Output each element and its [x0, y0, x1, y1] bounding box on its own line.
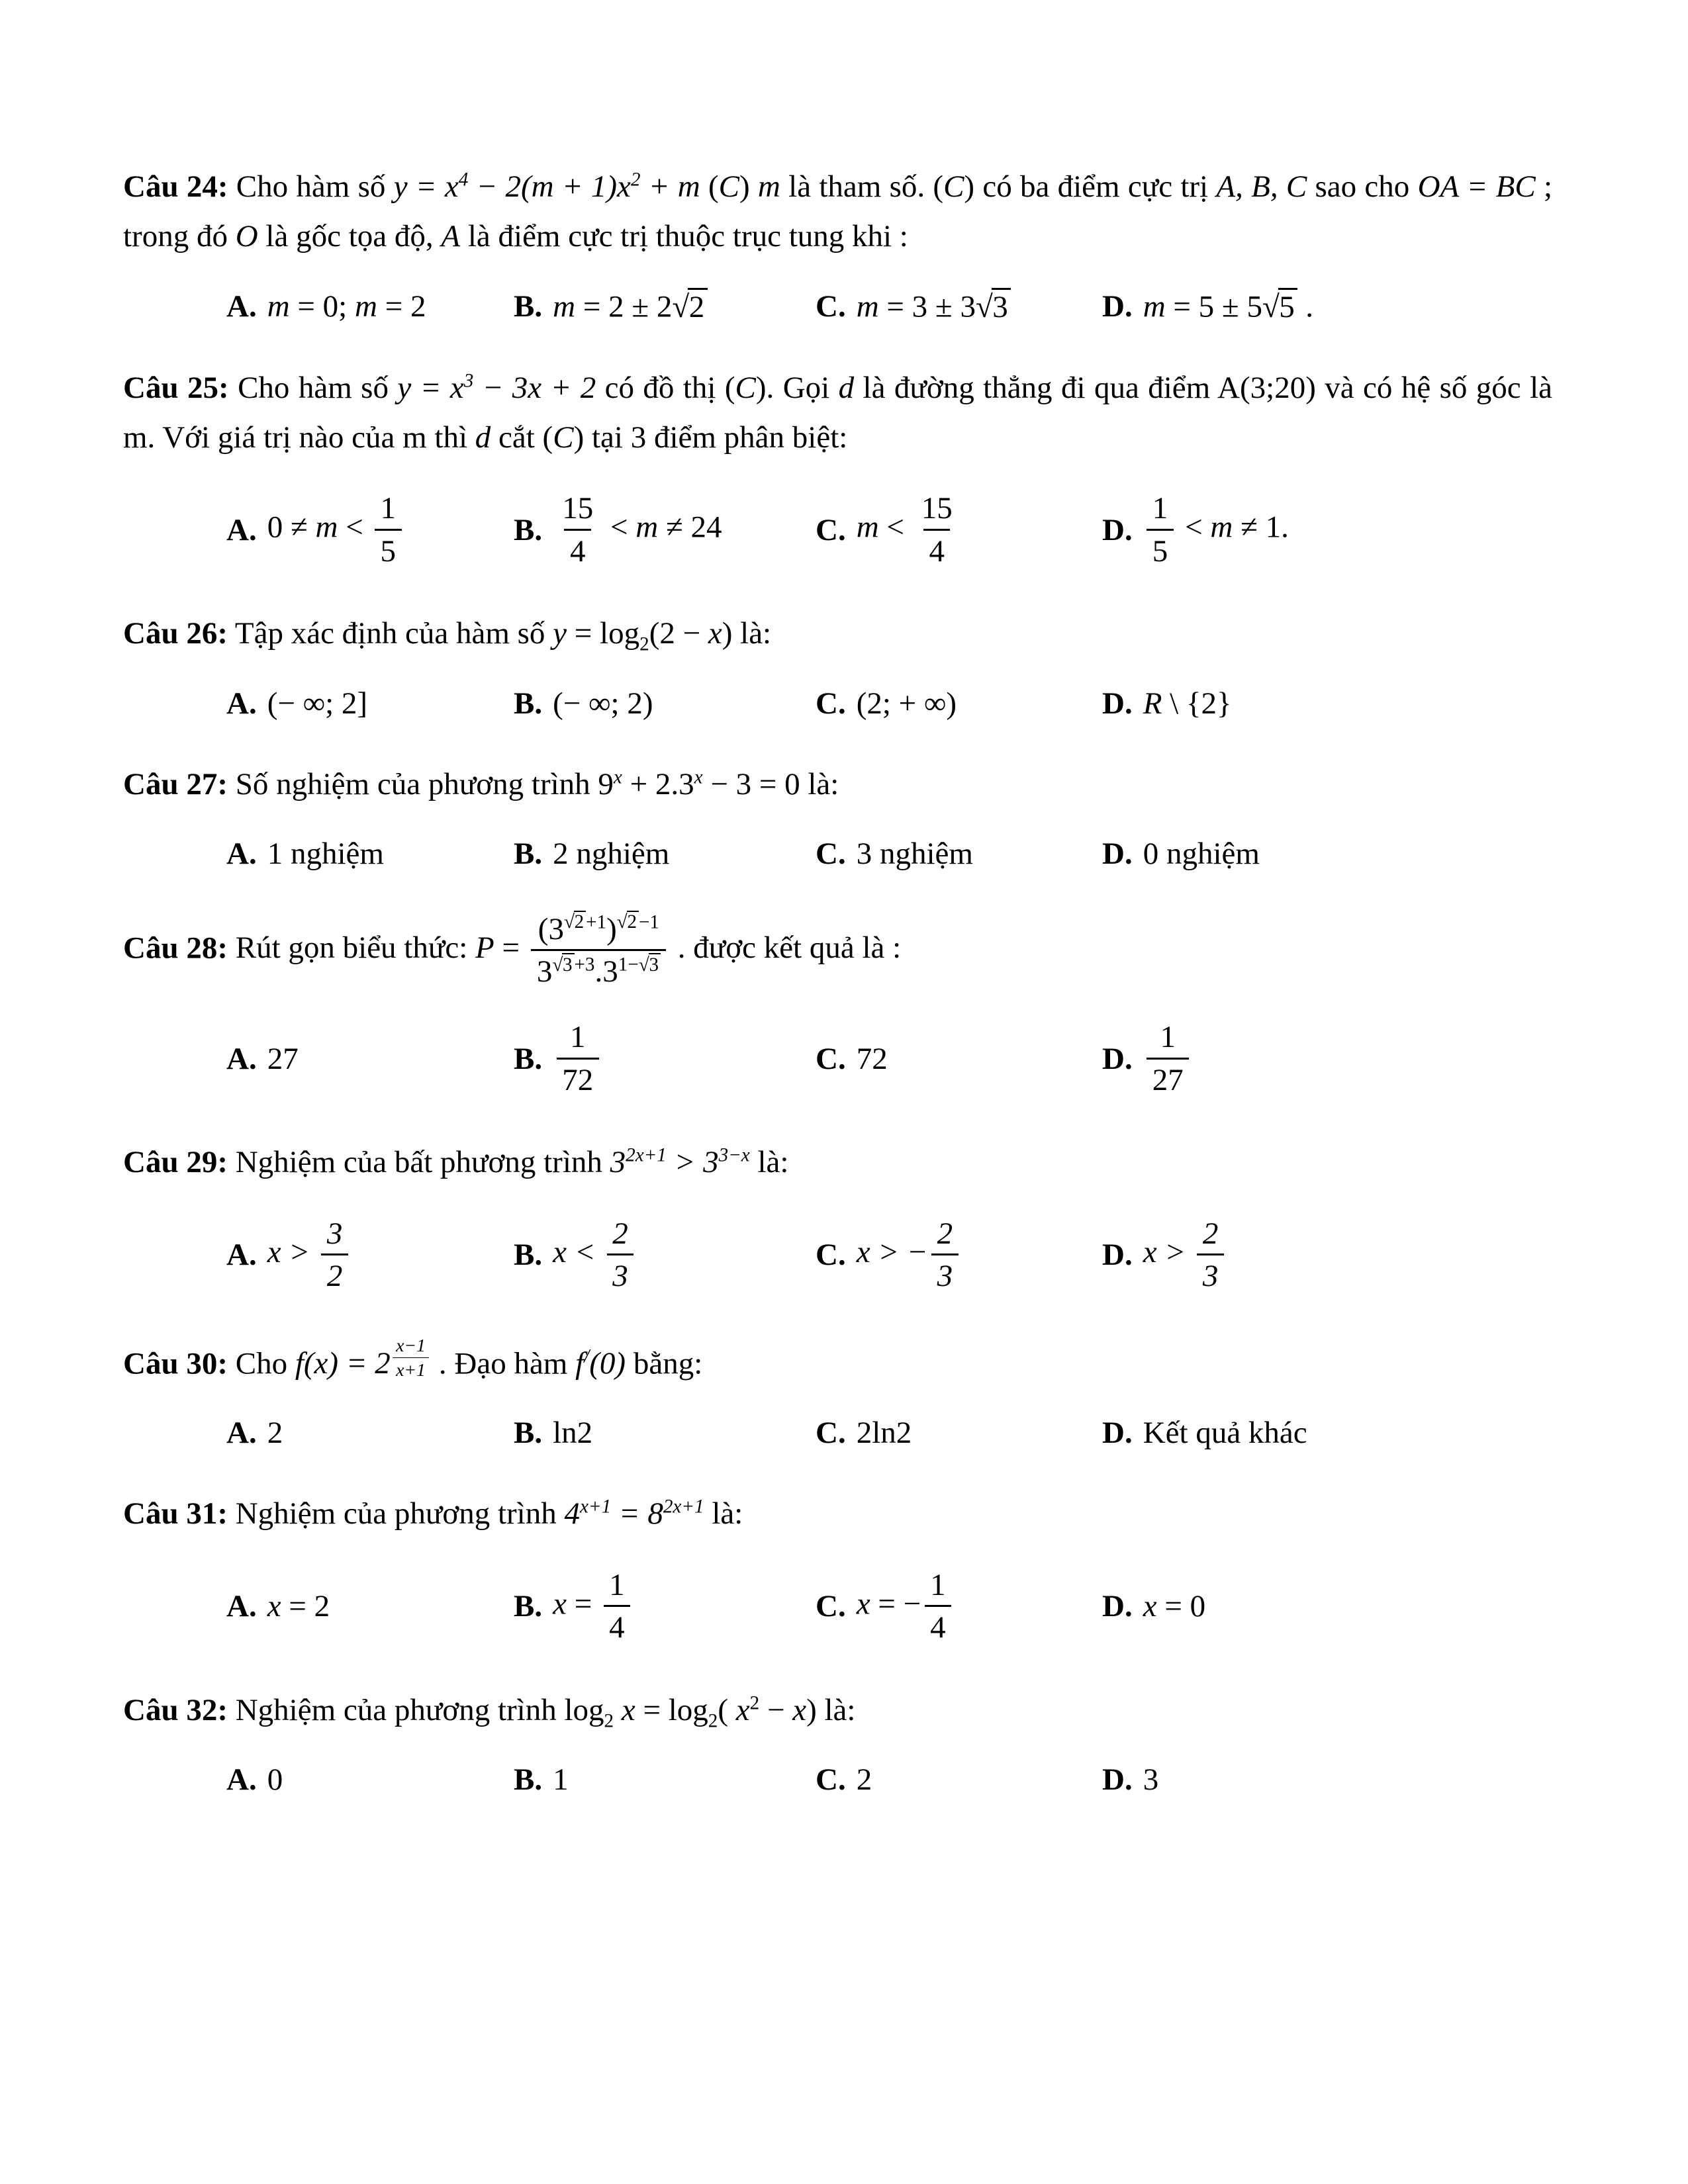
option-value: m < $\frac{15}{4}$ — [857, 489, 962, 570]
option-value: $\frac{1}{5}$ < m ≠ 1. — [1143, 489, 1289, 570]
question-block — [123, 1489, 1552, 1647]
question-body — [123, 162, 1552, 261]
question-number: Câu 25: — [123, 370, 229, 405]
option-value: 1 — [553, 1762, 569, 1797]
option-value: 0 ≠ m < $\frac{1}{5}$ — [267, 489, 405, 570]
option-value: (2; + ∞) — [856, 686, 957, 721]
answer-options — [123, 1566, 1552, 1647]
answer-option-c — [816, 288, 1102, 324]
question-number: Câu 32: — [123, 1692, 228, 1727]
answer-option-a — [226, 1041, 514, 1077]
answer-option-c — [816, 1041, 1102, 1077]
question-body — [123, 1334, 1552, 1388]
sqrt-symbol: √2 — [672, 290, 708, 324]
option-value: m = 5 ± 5√5 . — [1143, 288, 1313, 324]
answer-option-c — [816, 1762, 1102, 1797]
question-body — [123, 1489, 1552, 1539]
answer-options — [123, 1762, 1552, 1797]
option-value: 0 — [267, 1762, 283, 1797]
option-letter: B. — [514, 289, 543, 324]
option-value: 2 nghiệm — [553, 836, 670, 871]
answer-option-a — [226, 686, 514, 721]
answer-option-b — [514, 1214, 816, 1296]
fraction: $\frac{1}{4}$ — [604, 1566, 630, 1647]
answer-option-c — [816, 489, 1102, 570]
option-value: x = 0 — [1143, 1589, 1206, 1624]
answer-option-d — [1102, 1018, 1193, 1099]
option-value: m = 2 ± 2√2 — [553, 288, 708, 324]
option-letter: D. — [1102, 686, 1133, 721]
question-body — [123, 910, 1552, 991]
answer-option-c — [816, 836, 1102, 872]
option-value: Kết quả khác — [1143, 1416, 1307, 1451]
answer-option-a — [226, 489, 514, 570]
option-letter: C. — [816, 836, 846, 871]
option-value: x = $\frac{1}{4}$ — [553, 1566, 634, 1647]
option-letter: B. — [514, 836, 543, 871]
answer-options — [123, 1415, 1552, 1451]
option-letter: B. — [514, 1762, 543, 1797]
question-text: Cho f(x) = 2 $^{\frac{x-1}{x+1}}$ . Đạo hàm f/(0) bằng: — [235, 1334, 703, 1381]
option-value: 0 nghiệm — [1143, 836, 1260, 871]
question-body — [123, 1138, 1552, 1187]
option-letter: D. — [1102, 1041, 1133, 1076]
sqrt-symbol: √3 — [976, 290, 1011, 324]
answer-option-d — [1102, 1588, 1205, 1624]
option-letter: C. — [816, 289, 846, 324]
question-block — [123, 1138, 1552, 1296]
option-letter: A. — [226, 289, 257, 324]
option-letter: C. — [816, 1589, 846, 1624]
question-text: Nghiệm của bất phương trình $3^{2x+1} > 3^{3-x}$ là: — [235, 1144, 789, 1180]
option-value: (− ∞; 2] — [267, 686, 368, 721]
option-letter: C. — [816, 1416, 846, 1451]
question-block — [123, 363, 1552, 571]
option-letter: A. — [226, 686, 257, 721]
answer-option-d — [1102, 489, 1289, 570]
answer-option-b — [514, 686, 816, 721]
question-number: Câu 26: — [123, 616, 228, 651]
option-letter: B. — [514, 1238, 543, 1273]
question-block — [123, 162, 1552, 325]
fraction: $\frac{1}{4}$ — [925, 1566, 951, 1647]
question-body — [123, 1686, 1552, 1735]
question-number: Câu 29: — [123, 1145, 228, 1180]
sqrt-symbol: √2 — [617, 911, 639, 933]
option-letter: C. — [816, 1762, 846, 1797]
option-letter: C. — [816, 1041, 846, 1076]
question-number: Câu 30: — [123, 1346, 228, 1381]
answer-option-a — [226, 836, 514, 872]
option-letter: B. — [514, 1041, 543, 1076]
option-value: 3 — [1143, 1762, 1159, 1797]
answer-option-d — [1102, 836, 1260, 872]
question-block — [123, 1686, 1552, 1797]
option-value: 2 — [856, 1762, 872, 1797]
question-number: Câu 28: — [123, 931, 228, 966]
option-letter: B. — [514, 686, 543, 721]
sqrt-symbol: √3 — [552, 954, 574, 976]
question-block — [123, 609, 1552, 721]
option-letter: A. — [226, 1416, 257, 1451]
fraction: $\frac{2}{3}$ — [931, 1214, 958, 1296]
question-number: Câu 24: — [123, 169, 228, 204]
fraction: $\frac{1}{72}$ — [557, 1018, 599, 1099]
question-text: Số nghiệm của phương trình $9^x + 2.3^x - 3 = 0$ là: — [235, 766, 839, 801]
option-letter: D. — [1102, 1238, 1133, 1273]
option-value: m = 3 ± 3√3 — [857, 288, 1011, 324]
answer-option-c — [816, 686, 1102, 721]
answer-option-a — [226, 1588, 514, 1624]
question-text: Cho hàm số $y = x^3 - 3x + 2$ có đồ thị (C). Gọi d là đường thẳng đi qua điểm A(3;20) và có hệ số góc là m. Với giá trị nào của m thì d cắt (C) tại 3 điểm phân biệt: — [123, 370, 1553, 455]
option-letter: B. — [514, 512, 543, 547]
option-value: $\frac{15}{4}$ < m ≠ 24 — [553, 489, 722, 570]
fraction: $\frac{1}{5}$ — [375, 489, 401, 570]
fraction: $\frac{15}{4}$ — [557, 489, 599, 570]
question-number: Câu 27: — [123, 766, 228, 801]
fraction: $\frac{3}{2}$ — [321, 1214, 348, 1296]
answer-option-a — [226, 1214, 514, 1296]
answer-option-b — [514, 1415, 816, 1451]
answer-options — [123, 288, 1552, 324]
option-value: 27 — [267, 1041, 299, 1076]
question-body — [123, 363, 1552, 463]
fraction: $\frac{1}{5}$ — [1147, 489, 1173, 570]
sqrt-symbol: √3 — [639, 954, 661, 976]
question-body — [123, 609, 1552, 659]
question-block — [123, 760, 1552, 872]
answer-option-c — [816, 1415, 1102, 1451]
option-value: x > $\frac{3}{2}$ — [267, 1214, 352, 1296]
option-value: 1 nghiệm — [267, 836, 384, 871]
answer-option-d — [1102, 1762, 1158, 1797]
option-letter: A. — [226, 1762, 257, 1797]
answer-option-b — [514, 836, 816, 872]
option-letter: A. — [226, 1238, 257, 1273]
fraction: $\frac{2}{3}$ — [1197, 1214, 1223, 1296]
answer-option-a — [226, 289, 514, 324]
answer-option-d — [1102, 686, 1232, 721]
answer-options — [123, 1214, 1552, 1296]
option-letter: A. — [226, 512, 257, 547]
option-value — [553, 1018, 602, 1099]
answer-option-d — [1102, 1415, 1307, 1451]
question-text: Cho hàm số $y = x^4 - 2(m + 1)x^2 + m$ (C) m là tham số. (C) có ba điểm cực trị A, B, C sao cho OA = BC ; trong đó O là gốc tọa độ, A là điểm cực trị thuộc trục tung khi : — [123, 169, 1553, 254]
option-letter: D. — [1102, 512, 1133, 547]
option-letter: C. — [816, 686, 846, 721]
option-value: 2ln2 — [856, 1416, 912, 1451]
option-letter: D. — [1102, 289, 1133, 324]
option-letter: A. — [226, 1589, 257, 1624]
fraction: $\frac{1}{27}$ — [1147, 1018, 1189, 1099]
option-value: (− ∞; 2) — [553, 686, 653, 721]
answer-option-c — [816, 1214, 1102, 1296]
sqrt-symbol: √5 — [1262, 290, 1298, 324]
fraction: $\frac{15}{4}$ — [915, 489, 958, 570]
question-body — [123, 760, 1552, 809]
option-letter: B. — [514, 1416, 543, 1451]
answer-option-a — [226, 1762, 514, 1797]
question-block — [123, 1334, 1552, 1451]
option-value: ln2 — [553, 1416, 593, 1451]
answer-options — [123, 489, 1552, 570]
fraction: x−1 x+1 — [393, 1334, 429, 1382]
option-value — [1143, 1018, 1193, 1099]
fraction: $\frac{(3^{√2+1})^{√2-1}}{3^{√3+3}.3^{1-√3}}$ — [531, 910, 666, 991]
option-value: m = 0; m = 2 — [267, 289, 426, 324]
answer-options — [123, 836, 1552, 872]
option-value: 72 — [856, 1041, 888, 1076]
option-value: 2 — [267, 1416, 283, 1451]
question-text: Nghiệm của phương trình $4^{x+1} = 8^{2x+1}$ là: — [235, 1496, 743, 1531]
fraction: $\frac{2}{3}$ — [607, 1214, 633, 1296]
question-text: Rút gọn biểu thức: P = $\frac{(3^{√2+1})^{√2-1}}{3^{√3+3}.3^{1-√3}}$ . được kết quả là : — [236, 931, 901, 965]
option-letter: B. — [514, 1589, 543, 1624]
option-value: x = 2 — [267, 1589, 330, 1624]
answer-option-b — [514, 1018, 816, 1099]
option-letter: D. — [1102, 1416, 1133, 1451]
question-list — [123, 162, 1552, 1797]
answer-option-b — [514, 1566, 816, 1647]
answer-option-b — [514, 288, 816, 324]
question-text: Nghiệm của phương trình $\log_2 x = \log_2$( $x^2 - x$) là: — [235, 1692, 856, 1732]
option-letter: A. — [226, 1041, 257, 1076]
answer-options — [123, 1018, 1552, 1099]
answer-options — [123, 686, 1552, 721]
answer-option-d — [1102, 288, 1313, 324]
option-value: x > $\frac{2}{3}$ — [1143, 1214, 1228, 1296]
option-letter: A. — [226, 836, 257, 871]
sqrt-symbol: √2 — [564, 911, 586, 933]
option-value: 3 nghiệm — [856, 836, 973, 871]
option-value: R \ {2} — [1143, 686, 1232, 721]
option-letter: C. — [816, 1238, 846, 1273]
answer-option-a — [226, 1415, 514, 1451]
question-block — [123, 910, 1552, 1100]
answer-option-d — [1102, 1214, 1227, 1296]
answer-option-b — [514, 489, 816, 570]
answer-option-b — [514, 1762, 816, 1797]
question-number: Câu 31: — [123, 1496, 228, 1531]
option-letter: D. — [1102, 1762, 1133, 1797]
option-letter: D. — [1102, 836, 1133, 871]
option-value: x < $\frac{2}{3}$ — [553, 1214, 637, 1296]
option-value: x > − $\frac{2}{3}$ — [857, 1214, 962, 1296]
question-text: Tập xác định của hàm số $y = \log_2(2 - x)$ là: — [234, 616, 772, 655]
answer-option-c — [816, 1566, 1102, 1647]
option-letter: D. — [1102, 1589, 1133, 1624]
option-value: x = − $\frac{1}{4}$ — [857, 1566, 955, 1647]
option-letter: C. — [816, 512, 846, 547]
